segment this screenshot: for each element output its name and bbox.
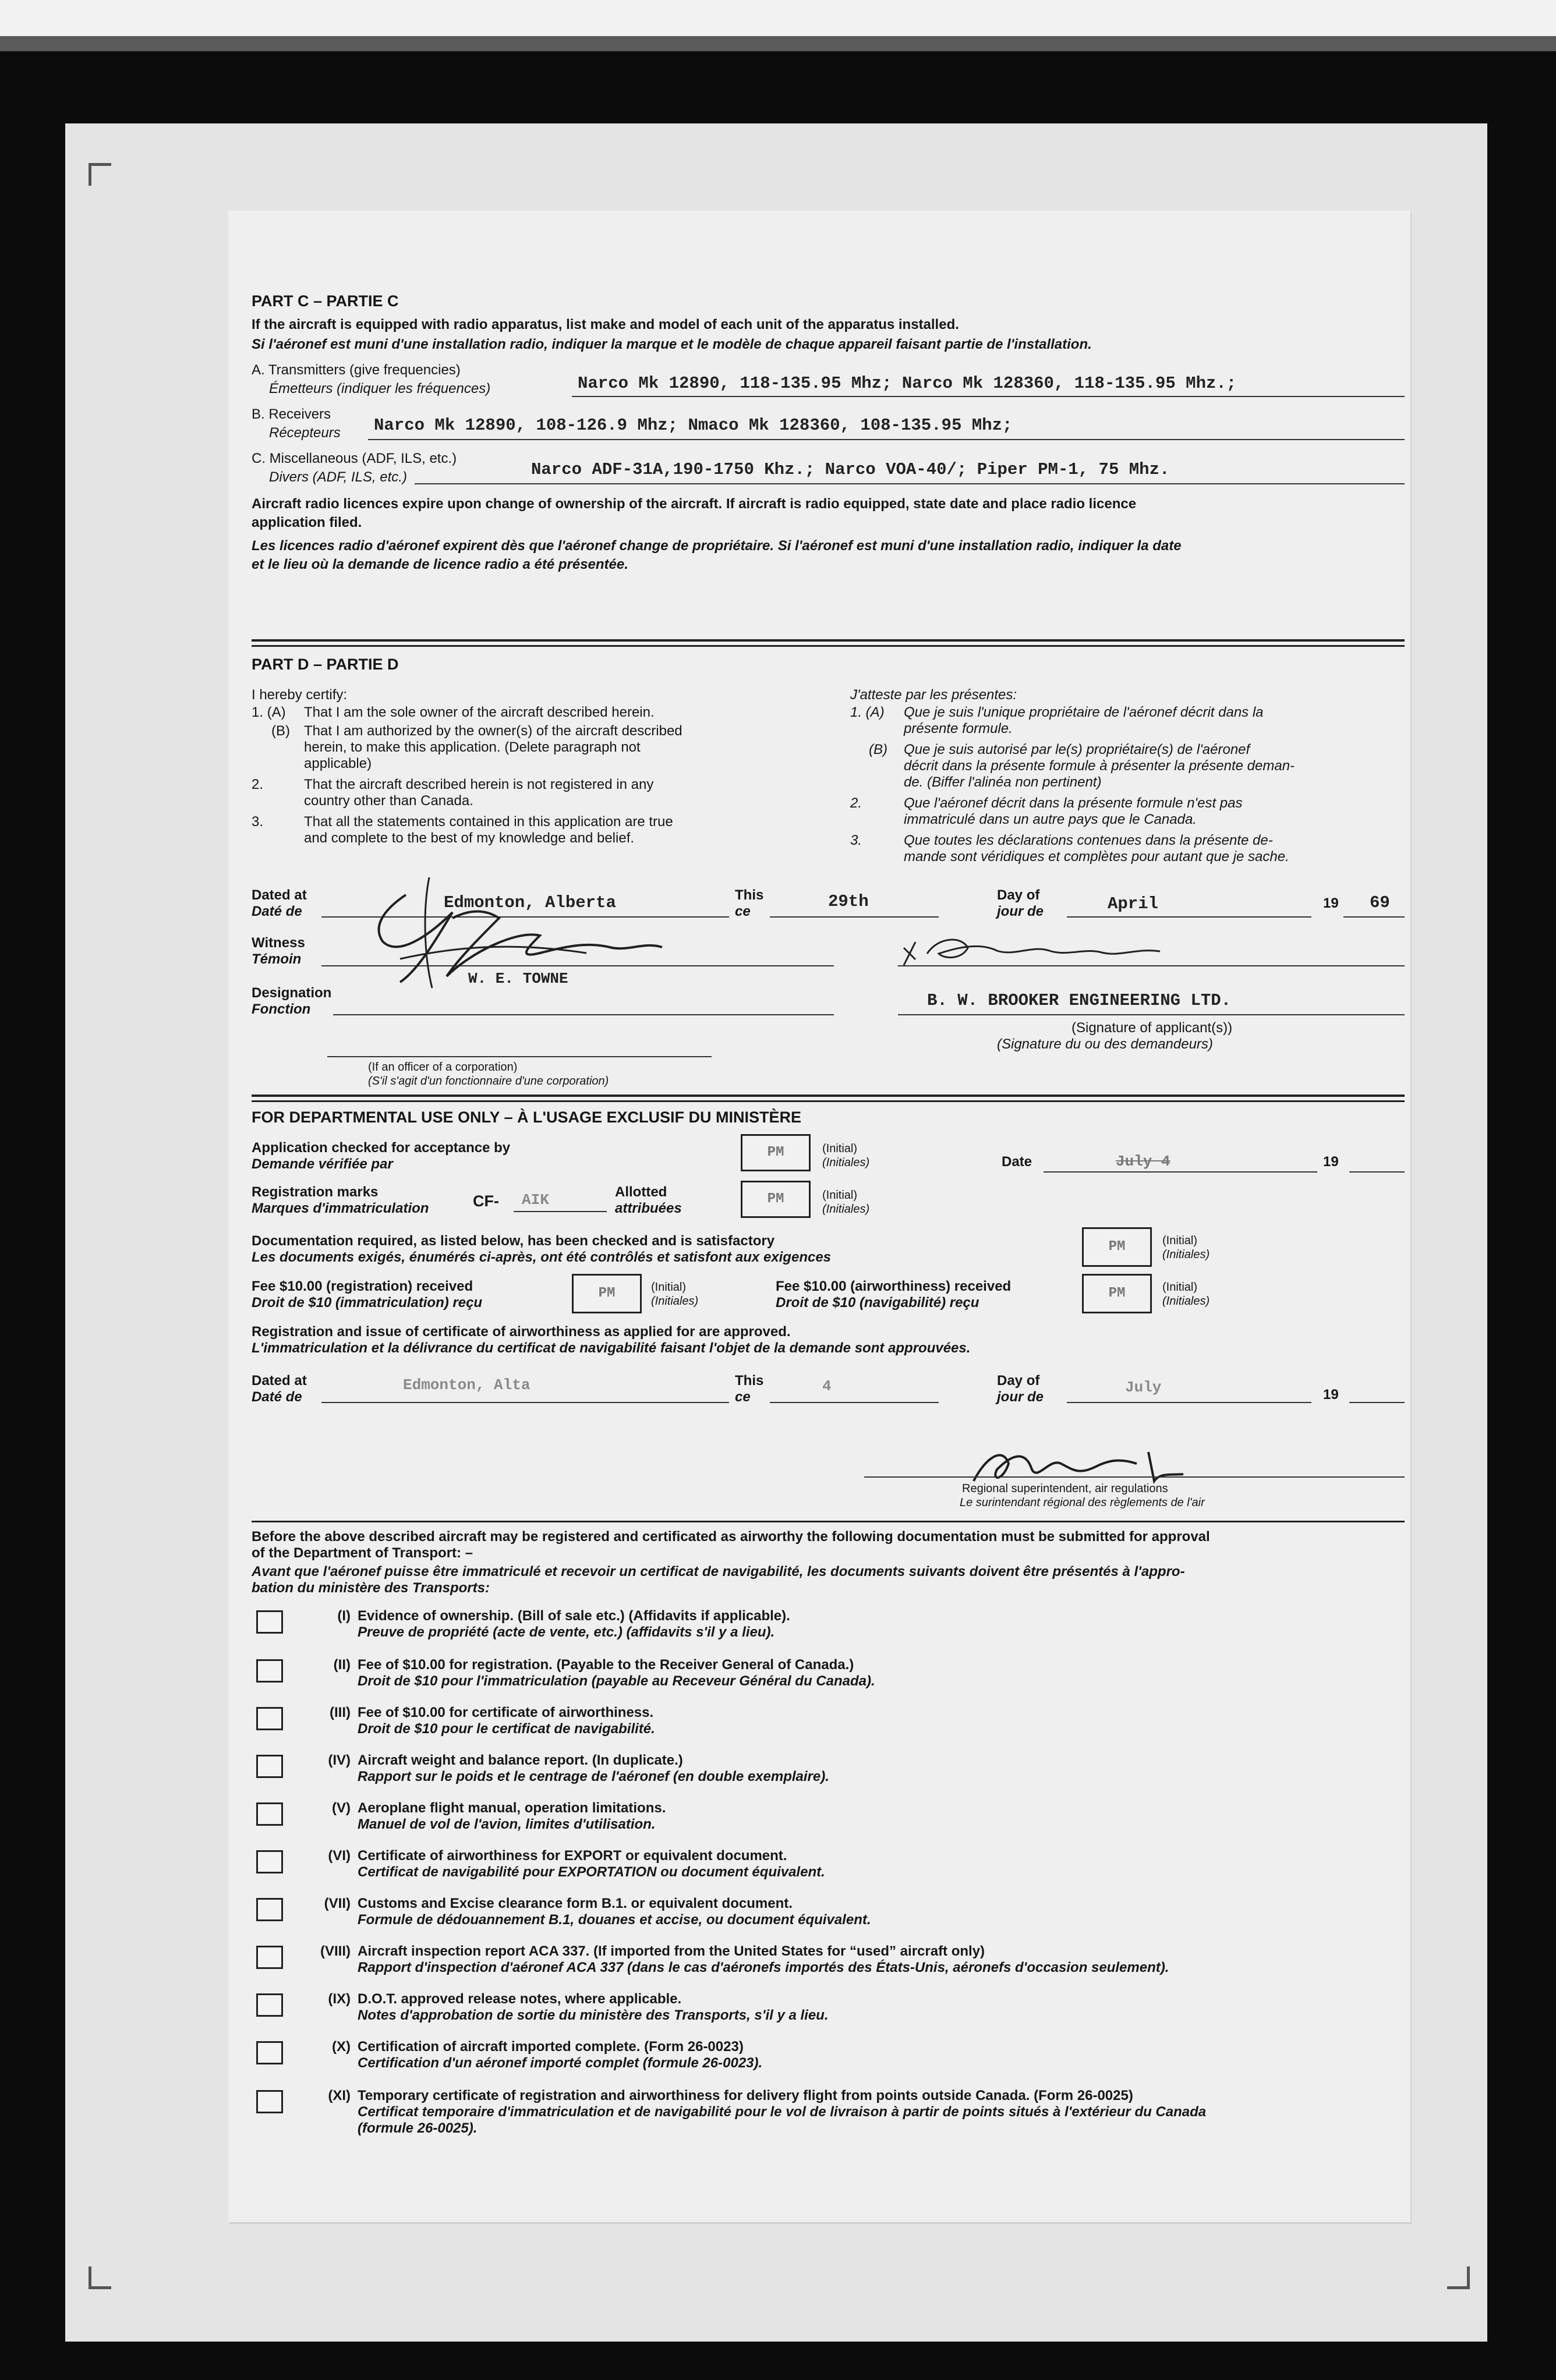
dept-divider [252, 1521, 1405, 1522]
part-d-title: PART D – PARTIE D [252, 656, 399, 673]
requirement-item-3-en: Fee of $10.00 for certificate of airworthiness. [358, 1705, 654, 1720]
requirement-item-4-fr: Rapport sur le poids et le centrage de l'aéronef (en double exemplaire). [358, 1769, 829, 1784]
checkbox-item-1[interactable] [256, 1610, 283, 1634]
approved-fr: L'immatriculation et la délivrance du certificat de navigabilité faisant l'objet de la demande sont approuvées. [252, 1340, 971, 1356]
superintendent-title-en: Regional superintendent, air regulations [962, 1482, 1168, 1495]
requirement-item-9-fr: Notes d'approbation de sortie du ministère des Transports, s'il y a lieu. [358, 2007, 829, 2023]
requirement-item-6-fr: Certificat de navigabilité pour EXPORTATION ou document équivalent. [358, 1864, 825, 1880]
requirements-intro-en-1: Before the above described aircraft may be registered and certificated as airworthy the following documentation must be submitted for approval [252, 1529, 1210, 1545]
certify-en: I hereby certify: [252, 687, 348, 703]
misc-value: Narco ADF-31A,190-1750 Khz.; Narco VOA-40/; Piper PM-1, 75 Mhz. [531, 460, 1170, 479]
requirement-item-11-en: Temporary certificate of registration and airworthiness for delivery flight from points outside Canada. (Form 26-0025) [358, 2088, 1133, 2103]
requirement-item-4-en: Aircraft weight and balance report. (In duplicate.) [358, 1752, 683, 1768]
certify-en-2: That the aircraft described herein is not registered in any [304, 777, 654, 792]
requirement-item-3-fr: Droit de $10 pour le certificat de navigabilité. [358, 1721, 655, 1737]
requirement-item-6-en: Certificate of airworthiness for EXPORT or equivalent document. [358, 1848, 787, 1864]
licence-note-fr-2: et le lieu où la demande de licence radio a été présentée. [252, 557, 628, 572]
superintendent-title-fr: Le surintendant régional des règlements de l'air [960, 1496, 1205, 1509]
requirement-item-7-en: Customs and Excise clearance form B.1. or equivalent document. [358, 1896, 793, 1911]
checkbox-item-3[interactable] [256, 1707, 283, 1730]
certify-en-3: That all the statements contained in this application are true [304, 814, 673, 830]
requirement-item-8-fr: Rapport d'inspection d'aéronef ACA 337 (dans le cas d'aéronefs importés des États-Unis, aéronefs d'occasion seulement). [358, 1960, 1169, 1975]
reg-marks-value: AIK [522, 1191, 549, 1209]
application-form-page: PART C – PARTIE C If the aircraft is equipped with radio apparatus, list make and model of each unit of the apparatus installed. Si l'aéronef est muni d'une installation radio, indiquer la marque et le modèle de chaque appareil faisant partie de l'installation. A. Transmitters (give frequencies) Émetteurs (indiquer les fréquences) Narco Mk 12890, 118-135.95 Mhz; Narco Mk 128360, 118-135.95 Mhz.; B. Receivers Récepteurs Narco Mk 12890, 108-126.9 Mhz; Nmaco Mk 128360, 108-135.95 Mhz; C. Miscellaneous (ADF, ILS, etc.) Divers (ADF, ILS, etc.) Narco ADF-31A,190-1750 Khz.; Narco VOA-40/; Piper PM-1, 75 Mhz. Aircraft radio licences expire upon change of ownership of the aircraft. If aircraft is radio equipped, state date and place radio licence application filed. Les licences radio d'aéronef expirent dès que l'aéronef change de propriétaire. Si l'aéronef est muni d'une installation radio, indiquer la date et le lieu où la demande de licence radio a été présentée. PART D – PARTIE D I hereby certify: 1. (A) That I am the sole owner of the aircraft described herein. (B) That I am authorized by the owner(s) of the aircraft described herein, to make this application. (Delete paragraph not applicable) 2. That the aircraft described herein is not registered in any country other than Canada. 3. That all the statements contained in this application are true and complete to the best of my knowledge and belief. J'atteste par les présentes: 1. (A) Que je suis l'unique propriétaire de l'aéronef décrit dans la présente formule. (B) Que je suis autorisé par le(s) propriétaire(s) de l'aéronef décrit dans la présente formule à présenter la présente deman- de. (Biffer l'alinéa non pertinent) 2. Que l'aéronef décrit dans la présente formule n'est pas immatriculé dans un autre pays que le Canada. 3. Que toutes les déclarations contenues dans la présente de- mande sont véridiques et complètes pour autant que je sache. Dated at Daté de Edmonton, Alberta This ce 29th Day of jour de April 19 69 Witness Témoin W. E. TOWNE Designation Fonction B. W. BROOKER ENGINEERING LTD. (Signature of applicant(s)) (Signature du ou des demandeurs) (If an officer of a corporation) (S'il s'agit d'un fonctionnaire d'une corporation) FOR DEPARTMENTAL USE ONLY – À L'USAGE EXCLUSIF DU MINISTÈRE Application checked for acceptance by Demande vérifiée par PM (Initial) (Initiales) Date July 4 19 Registration marks Marques d'immatriculation CF- AIK Allotted attribuées PM (Initial) (Initiales) Documentation required, as listed below, has been checked and is satisfactory Les documents exigés, énumérés ci-après, ont été contrôlés et satisfont aux exigences PM (Initial) (Initiales) Fee $10.00 (registration) received Droit de $10 (immatriculation) reçu PM (Initial) (Initiales) Fee $10.00 (airworthiness) received Droit de $10 (navigabilité) reçu PM (Initial) (Initiales) Registration and issue of certificate of airworthiness as applied for are approved. L'immatriculation et la délivrance du certificat de navigabilité faisant l'objet de la demande sont approuvées. Dated at Daté de Edmonton, Alta This ce 4 Day of jour de July 19 Regional superintendent, air regulations Le surintendant régional des règlements de l'air Before the above described aircraft may be registered and certificated as airworthy the following documentation must be submitted for approval of the Department of Transport: – Avant que l'aéronef puisse être immatriculé et recevoir un certificat de navigabilité, les documents suivants doivent être présentés à l'appro- bation du ministère des Transports: (I) Evidence of ownership. (Bill of sale etc.) (Affidavits if applicable). Preuve de propriété (acte de vente, etc.) (affidavits s'il y a lieu). (II) Fee of $10.00 for registration. (Payable to the Receiver General of Canada.) Droit de $10 pour l'immatriculation (payable au Receveur Général du Canada). (III) Fee of $10.00 for certificate of airworthiness. Droit de $10 pour le certificat de navigabilité. (IV) Aircraft weight and balance report. (In duplicate.) Rapport sur le poids et le centrage de l'aéronef (en double exemplaire). (V) Aeroplane flight manual, operation limitations. Manuel de vol de l'avion, limites d'utilisation. (VI) Certificate of airworthiness for EXPORT or equivalent document. Certificat de navigabilité pour EXPORTATION ou document équivalent. (VII) Customs and Excise clearance form B.1. or equivalent document. Formule de dédouannement B.1, douanes et accise, ou document équivalent. (VIII) Aircraft inspection report ACA 337. (If imported from the United States for “used” aircraft only) Rapport d'inspection d'aéronef ACA 337 (dans le cas d'aéronefs importés des États-Unis, aéronefs d'occasion seulement). (IX) D.O.T. approved release notes, where applicable. Notes d'approbation de sortie du ministère des Transports, s'il y a lieu. (X) Certification of aircraft imported complete. (Form 26-0023) Certification d'un aéronef importé complet (formule 26-0023). (XI) Temporary certificate of registration and airworthiness for delivery flight from points outside Canada. (Form 26-0025) Certificat temporaire d'immatriculation et de navigabilité pour le vol de livraison à partir de points situés à l'extérieur du Canada (formule 26-0025). [228, 211, 1410, 2222]
receivers-label-en: B. Receivers [252, 406, 331, 422]
requirement-item-10-en: Certification of aircraft imported complete. (Form 26-0023) [358, 2039, 744, 2055]
dated-at-label-fr: Daté de [252, 904, 302, 919]
docs-checked-fr: Les documents exigés, énumérés ci-après, ont été contrôlés et satisfont aux exigences [252, 1249, 832, 1265]
scan-top-edge [0, 36, 1556, 51]
requirement-item-11-fr: Certificat temporaire d'immatriculation et de navigabilité pour le vol de livraison à partir de points situés à l'extérieur du Canada [358, 2104, 1207, 2120]
requirement-item-1-fr: Preuve de propriété (acte de vente, etc.) (affidavits s'il y a lieu). [358, 1624, 775, 1640]
initials-docs-stamp: PM [1082, 1227, 1152, 1267]
misc-label-fr: Divers (ADF, ILS, etc.) [269, 469, 407, 485]
checkbox-item-7[interactable] [256, 1898, 283, 1921]
licence-note-en-2: application filed. [252, 515, 362, 530]
requirement-item-2-en: Fee of $10.00 for registration. (Payable to the Receiver General of Canada.) [358, 1657, 854, 1673]
checked-label-fr: Demande vérifiée par [252, 1156, 393, 1172]
checkbox-item-2[interactable] [256, 1659, 283, 1683]
misc-label-en: C. Miscellaneous (ADF, ILS, etc.) [252, 451, 457, 466]
certify-fr-1b: Que je suis autorisé par le(s) propriétaire(s) de l'aéronef [904, 742, 1250, 757]
dated-at-value: Edmonton, Alberta [444, 893, 616, 912]
designation-label-fr: Fonction [252, 1001, 311, 1017]
initials-checked-stamp: PM [741, 1134, 811, 1171]
certify-fr-1a: Que je suis l'unique propriétaire de l'aéronef décrit dans la [904, 704, 1264, 720]
transmitters-value: Narco Mk 12890, 118-135.95 Mhz; Narco Mk 128360, 118-135.95 Mhz.; [578, 374, 1237, 393]
part-c-title: PART C – PARTIE C [252, 292, 399, 310]
reg-marks-label-fr: Marques d'immatriculation [252, 1200, 429, 1216]
fee-air-label-fr: Droit de $10 (navigabilité) reçu [776, 1295, 979, 1311]
requirement-item-9-en: D.O.T. approved release notes, where applicable. [358, 1991, 682, 2007]
fee-reg-label-en: Fee $10.00 (registration) received [252, 1278, 473, 1294]
officer-note-en: (If an officer of a corporation) [368, 1061, 518, 1074]
reg-marks-label-en: Registration marks [252, 1184, 379, 1200]
this-day-value: 29th [828, 892, 869, 911]
part-c-divider [252, 639, 1405, 642]
transmitters-label-fr: Émetteurs (indiquer les fréquences) [269, 381, 491, 396]
requirement-item-7-fr: Formule de dédouannement B.1, douanes et accise, ou document équivalent. [358, 1912, 871, 1928]
requirement-item-8-en: Aircraft inspection report ACA 337. (If imported from the United States for “used” aircraft only) [358, 1943, 985, 1959]
requirement-item-5-fr: Manuel de vol de l'avion, limites d'utilisation. [358, 1816, 656, 1832]
licence-note-fr-1: Les licences radio d'aéronef expirent dès que l'aéronef change de propriétaire. Si l'aéronef est muni d'une installation radio, indiquer la date [252, 538, 1182, 554]
requirement-item-5-en: Aeroplane flight manual, operation limitations. [358, 1800, 666, 1816]
checkbox-item-9[interactable] [256, 1993, 283, 2017]
departmental-use-title: FOR DEPARTMENTAL USE ONLY – À L'USAGE EXCLUSIF DU MINISTÈRE [252, 1108, 802, 1126]
part-c-intro-fr: Si l'aéronef est muni d'une installation radio, indiquer la marque et le modèle de chaque appareil faisant partie de l'installation. [252, 337, 1092, 352]
dept-dated-at-label-fr: Daté de [252, 1389, 302, 1405]
initials-fee-air-stamp: PM [1082, 1274, 1152, 1313]
dept-dated-at-label-en: Dated at [252, 1373, 307, 1389]
part-d-divider [252, 1095, 1405, 1097]
fee-air-label-en: Fee $10.00 (airworthiness) received [776, 1278, 1012, 1294]
requirements-intro-fr-1: Avant que l'aéronef puisse être immatriculé et recevoir un certificat de navigabilité, les documents suivants doivent être présentés à l'appro- [252, 1564, 1185, 1579]
checkbox-item-8[interactable] [256, 1946, 283, 1969]
initials-fee-reg-stamp: PM [572, 1274, 642, 1313]
certify-en-1b-1: That I am authorized by the owner(s) of the aircraft described [304, 723, 682, 739]
witness-signature [365, 860, 668, 1005]
applicant-name: B. W. BROOKER ENGINEERING LTD. [927, 991, 1232, 1010]
checked-label-en: Application checked for acceptance by [252, 1140, 511, 1156]
dept-day-of-value: July [1125, 1379, 1162, 1396]
requirement-item-2-fr: Droit de $10 pour l'immatriculation (payable au Receveur Général du Canada). [358, 1673, 875, 1689]
scan-top-margin [0, 0, 1556, 36]
day-of-value: April [1108, 894, 1159, 913]
officer-note-fr: (S'il s'agit d'un fonctionnaire d'une corporation) [368, 1075, 609, 1088]
part-c-intro-en: If the aircraft is equipped with radio apparatus, list make and model of each unit of the apparatus installed. [252, 317, 959, 332]
receivers-label-fr: Récepteurs [269, 425, 341, 441]
dept-this-value: 4 [822, 1377, 832, 1395]
date-label: Date [1002, 1154, 1032, 1170]
checkbox-item-6[interactable] [256, 1850, 283, 1873]
initials-reg-marks-stamp: PM [741, 1181, 811, 1218]
designation-label-en: Designation [252, 985, 332, 1001]
requirement-item-1-en: Evidence of ownership. (Bill of sale etc.) (Affidavits if applicable). [358, 1608, 790, 1624]
applicant-signature [898, 925, 1166, 971]
checkbox-item-11[interactable] [256, 2090, 283, 2113]
transmitters-label-en: A. Transmitters (give frequencies) [252, 362, 461, 378]
approved-en: Registration and issue of certificate of airworthiness as applied for are approved. [252, 1324, 791, 1340]
licence-note-en-1: Aircraft radio licences expire upon change of ownership of the aircraft. If aircraft is radio equipped, state date and place radio licence [252, 496, 1137, 512]
requirement-item-10-fr: Certification d'un aéronef importé complet (formule 26-0023). [358, 2055, 763, 2071]
witness-typed-name: W. E. TOWNE [468, 970, 568, 987]
docs-checked-en: Documentation required, as listed below, has been checked and is satisfactory [252, 1233, 775, 1249]
certify-en-1a: That I am the sole owner of the aircraft described herein. [304, 704, 655, 720]
certify-fr-2: Que l'aéronef décrit dans la présente formule n'est pas [904, 795, 1243, 811]
date-value: July 4 [1116, 1153, 1170, 1170]
fee-reg-label-fr: Droit de $10 (immatriculation) reçu [252, 1295, 483, 1311]
dept-dated-at-value: Edmonton, Alta [403, 1376, 531, 1394]
certify-fr-3: Que toutes les déclarations contenues dans la présente de- [904, 833, 1273, 848]
checkbox-item-10[interactable] [256, 2041, 283, 2064]
receivers-value: Narco Mk 12890, 108-126.9 Mhz; Nmaco Mk 128360, 108-135.95 Mhz; [374, 416, 1013, 435]
dated-at-label-en: Dated at [252, 887, 307, 903]
year-value: 69 [1370, 893, 1390, 912]
checkbox-item-4[interactable] [256, 1755, 283, 1778]
witness-label-en: Witness [252, 935, 305, 951]
checkbox-item-5[interactable] [256, 1802, 283, 1826]
witness-label-fr: Témoin [252, 951, 302, 967]
certify-fr: J'atteste par les présentes: [850, 687, 1017, 703]
